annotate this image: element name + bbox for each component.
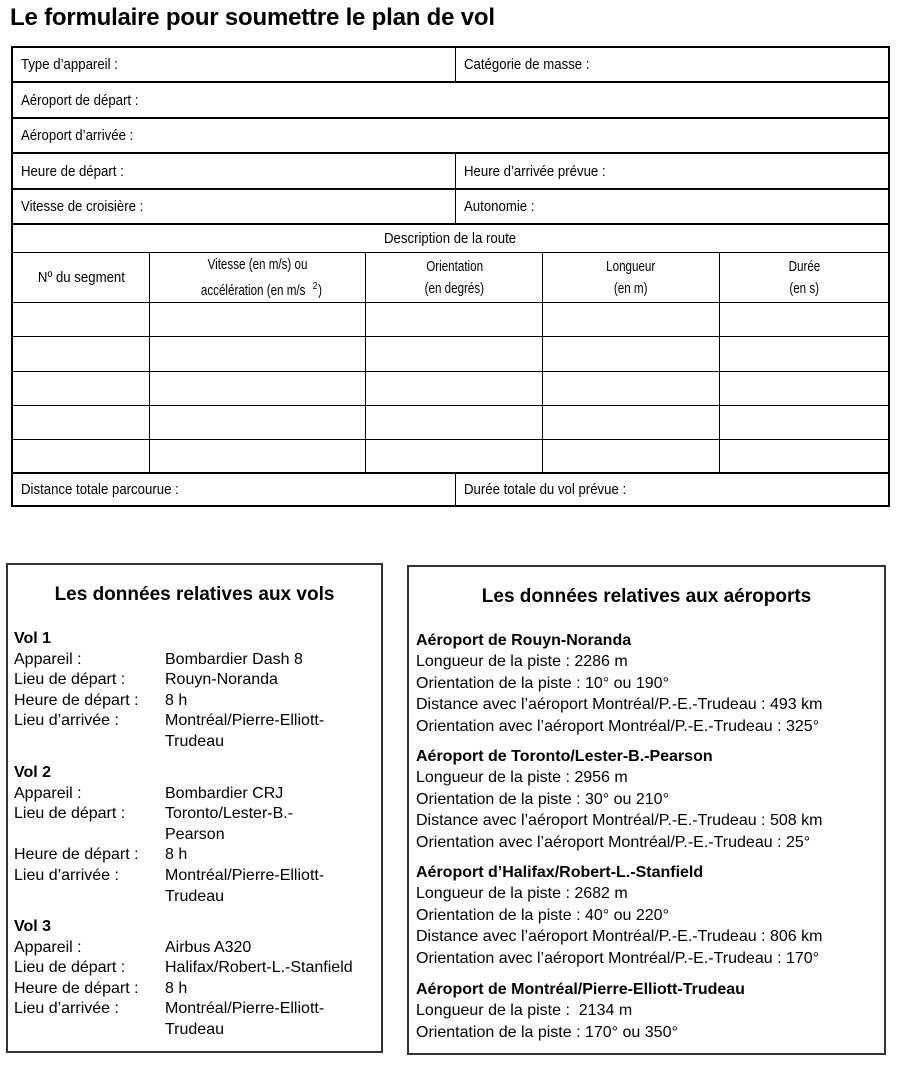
airport-toronto [416, 747, 822, 853]
departure-place-value: Halifax/Robert-L.-Stanfield [165, 959, 353, 977]
distance-to-montreal: Distance avec l’aéroport Montréal/P.-E.-Trudeau : 493 km [416, 696, 823, 713]
cell-segment[interactable] [13, 440, 150, 474]
route-table-header [13, 253, 888, 303]
aircraft-value: Bombardier CRJ [165, 784, 284, 802]
cell-duration[interactable] [720, 372, 888, 406]
col-duration: Durée (en s) [720, 253, 888, 303]
runway-orientation: Orientation de la piste : 40° ou 220° [416, 906, 669, 924]
aircraft-value: Airbus A320 [165, 938, 252, 956]
cell-speed[interactable] [150, 440, 366, 474]
weight-category-label: Catégorie de masse : [464, 56, 590, 73]
flight-3 [14, 917, 380, 1041]
flight-2 [14, 763, 380, 907]
cell-duration[interactable] [720, 440, 888, 474]
cell-length[interactable] [543, 406, 720, 440]
airport-rouyn-noranda [416, 631, 822, 737]
cruise-speed-field[interactable] [13, 190, 456, 223]
cell-orientation[interactable] [366, 337, 543, 372]
cell-orientation[interactable] [366, 440, 543, 474]
departure-time-label: Heure de départ : [21, 162, 124, 180]
autonomy-field[interactable] [456, 190, 888, 223]
total-distance-field[interactable] [13, 474, 456, 505]
arrival-place-value: Montréal/Pierre-Elliott-Trudeau [165, 712, 325, 750]
arrival-time-field[interactable] [456, 154, 888, 188]
form-row-speed [13, 190, 888, 225]
table-row [13, 440, 888, 474]
form-row-arrival-airport [13, 119, 888, 154]
airports-data-box [407, 565, 886, 1055]
departure-place-value: Rouyn-Noranda [165, 671, 278, 689]
col-length: Longueur (en m) [543, 253, 720, 303]
cell-duration[interactable] [720, 337, 888, 372]
cell-speed[interactable] [150, 303, 366, 337]
cell-segment[interactable] [13, 337, 150, 372]
aircraft-label: Appareil : [14, 938, 82, 956]
departure-time-label: Heure de départ : [14, 979, 139, 997]
flight-name: Vol 3 [14, 918, 52, 935]
airport-name: Aéroport de Rouyn-Noranda [416, 632, 632, 649]
col-orientation: Orientation (en degrés) [366, 253, 543, 303]
airport-montreal [416, 980, 745, 1043]
departure-place-label: Lieu de départ : [14, 959, 126, 977]
flight-name: Vol 1 [14, 630, 52, 647]
runway-length: Longueur de la piste : 2134 m [416, 1002, 633, 1019]
distance-to-montreal: Distance avec l’aéroport Montréal/P.-E.-Trudeau : 508 km [416, 812, 823, 829]
col-speed: Vitesse (en m/s) ou accélération (en m/s $^2$) [150, 253, 366, 303]
flights-data-box [6, 563, 383, 1053]
cell-segment[interactable] [13, 372, 150, 406]
aircraft-type-label: Type d’appareil : [21, 56, 118, 73]
cell-length[interactable] [543, 372, 720, 406]
arrival-place-label: Lieu d’arrivée : [14, 1000, 119, 1018]
cell-length[interactable] [543, 337, 720, 372]
runway-orientation: Orientation de la piste : 30° ou 210° [416, 790, 669, 808]
runway-length: Longueur de la piste : 2682 m [416, 885, 628, 902]
flights-data-title: Les données relatives aux vols [54, 584, 335, 605]
form-row-times [13, 154, 888, 190]
arrival-place-label: Lieu d’arrivée : [14, 866, 119, 884]
total-distance-label: Distance totale parcourue : [21, 481, 179, 498]
departure-time-field[interactable] [13, 154, 456, 188]
airport-name: Aéroport de Montréal/Pierre-Elliott-Trudeau [416, 981, 745, 998]
cell-duration[interactable] [720, 406, 888, 440]
autonomy-label: Autonomie : [464, 198, 535, 215]
cell-segment[interactable] [13, 303, 150, 337]
airport-name: Aéroport d’Halifax/Robert-L.-Stanfield [416, 864, 704, 881]
weight-category-field[interactable] [456, 48, 888, 81]
runway-length: Longueur de la piste : 2286 m [416, 653, 628, 670]
route-description-header [13, 225, 888, 253]
route-description-label: Description de la route [384, 230, 517, 247]
col-segment-number: Nº du segment [13, 253, 150, 303]
cell-speed[interactable] [150, 372, 366, 406]
total-duration-label: Durée totale du vol prévue : [464, 481, 627, 498]
cell-orientation[interactable] [366, 372, 543, 406]
distance-to-montreal: Distance avec l’aéroport Montréal/P.-E.-Trudeau : 806 km [416, 928, 823, 945]
table-row [13, 337, 888, 372]
aircraft-label: Appareil : [14, 650, 82, 668]
departure-airport-field[interactable] [13, 83, 888, 117]
orientation-to-montreal: Orientation avec l’aéroport Montréal/P.-E.-Trudeau : 170° [416, 949, 820, 967]
departure-place-label: Lieu de départ : [14, 671, 126, 689]
aircraft-label: Appareil : [14, 784, 82, 802]
departure-airport-label: Aéroport de départ : [21, 91, 139, 109]
table-row [13, 303, 888, 337]
departure-time-label: Heure de départ : [14, 846, 139, 864]
orientation-to-montreal: Orientation avec l’aéroport Montréal/P.-E.-Trudeau : 325° [416, 717, 820, 735]
arrival-airport-label: Aéroport d’arrivée : [21, 127, 134, 144]
airports-data-title: Les données relatives aux aéroports [481, 586, 812, 607]
departure-place-label: Lieu de départ : [14, 805, 126, 823]
flight-1 [14, 629, 380, 753]
cell-duration[interactable] [720, 303, 888, 337]
runway-length: Longueur de la piste : 2956 m [416, 769, 628, 786]
arrival-airport-field[interactable] [13, 119, 888, 152]
arrival-place-label: Lieu d’arrivée : [14, 712, 119, 730]
total-duration-field[interactable] [456, 474, 888, 505]
cell-speed[interactable] [150, 337, 366, 372]
page-title: Le formulaire pour soumettre le plan de vol [10, 4, 495, 31]
cell-segment[interactable] [13, 406, 150, 440]
flight-name: Vol 2 [14, 764, 52, 781]
aircraft-type-field[interactable] [13, 48, 456, 81]
runway-orientation: Orientation de la piste : 10° ou 190° [416, 674, 669, 692]
cell-length[interactable] [543, 440, 720, 474]
airport-name: Aéroport de Toronto/Lester-B.-Pearson [416, 748, 713, 765]
cruise-speed-label: Vitesse de croisière : [21, 198, 144, 215]
form-row-departure-airport [13, 83, 888, 119]
cell-orientation[interactable] [366, 406, 543, 440]
departure-time-value: 8 h [165, 846, 188, 864]
route-description-title [13, 225, 888, 252]
cell-speed[interactable] [150, 406, 366, 440]
arrival-place-value: Montréal/Pierre-Elliott-Trudeau [165, 866, 325, 905]
arrival-place-value: Montréal/Pierre-Elliott-Trudeau [165, 1000, 325, 1038]
table-row [13, 406, 888, 440]
arrival-time-label: Heure d’arrivée prévue : [464, 162, 606, 180]
form-row-totals [13, 474, 888, 505]
departure-place-value: Toronto/Lester-B.-Pearson [165, 805, 294, 843]
departure-time-value: 8 h [165, 691, 188, 709]
cell-orientation[interactable] [366, 303, 543, 337]
aircraft-value: Bombardier Dash 8 [165, 650, 303, 668]
departure-time-value: 8 h [165, 979, 188, 997]
departure-time-label: Heure de départ : [14, 691, 139, 709]
form-row-aircraft [13, 48, 888, 83]
cell-length[interactable] [543, 303, 720, 337]
table-row [13, 372, 888, 406]
runway-orientation: Orientation de la piste : 170° ou 350° [416, 1023, 678, 1041]
orientation-to-montreal: Orientation avec l’aéroport Montréal/P.-E.-Trudeau : 25° [416, 833, 811, 851]
airport-halifax [416, 863, 822, 969]
flight-plan-form [11, 46, 890, 507]
